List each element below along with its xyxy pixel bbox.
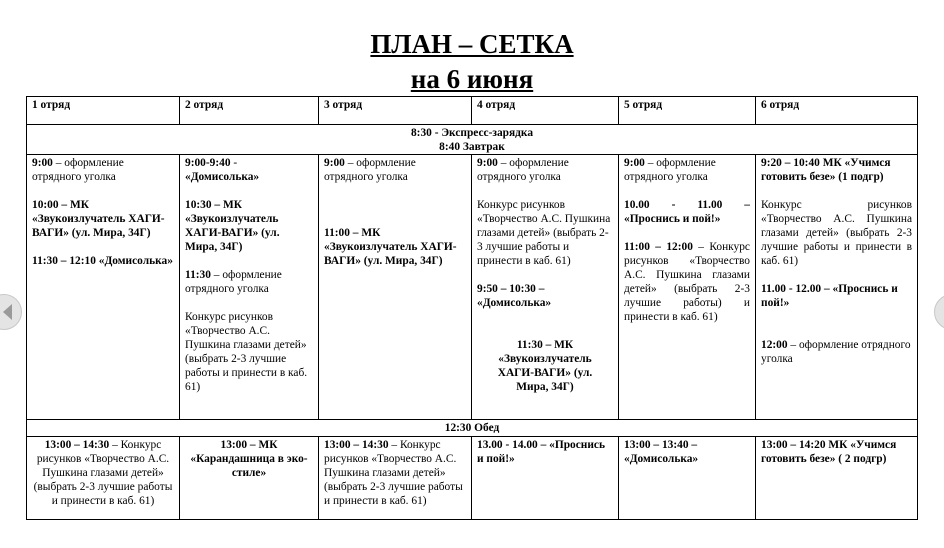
lunch-row xyxy=(27,420,918,437)
time-label: 9:00-9:40 xyxy=(185,157,231,169)
header-row xyxy=(27,97,918,125)
time-label: 12:00 xyxy=(761,339,788,351)
next-page-button[interactable] xyxy=(934,294,944,330)
prev-page-button[interactable] xyxy=(0,294,22,330)
morning-cell xyxy=(27,125,918,155)
activity-text: – Конкурс рисунков «Творчество А.С. Пушкина глазами детей» (выбрать 2-3 лучшие работы и принести в каб. 61) xyxy=(324,439,463,507)
morning-row xyxy=(27,125,918,155)
header-squad-4: 4 отряд xyxy=(472,97,619,125)
activity-text: – Конкурс рисунков «Творчество А.С. Пушкина глазами детей» (выбрать 2-3 лучшие работы и принести в каб. 61) xyxy=(33,439,173,507)
time-label: 13:00 – 14:30 xyxy=(44,439,110,451)
activity-text: – оформление отрядного уголка xyxy=(324,157,416,183)
cell-squad-5-morning xyxy=(619,155,756,420)
table-row xyxy=(27,155,918,420)
time-label: 9:00 xyxy=(624,157,645,169)
activity-bold: 9:20 – 10:40 МК «Учимся готовить безе» (1 подгр) xyxy=(761,157,891,183)
chevron-left-icon xyxy=(3,304,12,320)
breakfast: 8:40 Завтрак xyxy=(439,141,505,153)
activity-bold: 11:30 – 12:10 «Домисолька» xyxy=(32,255,173,267)
cell-squad-4-afternoon xyxy=(472,437,619,520)
activity-bold: 10:00 – МК «Звукоизлучатель ХАГИ-ВАГИ» (ул. Мира, 34Г) xyxy=(32,199,165,239)
table-row xyxy=(27,437,918,520)
cell-squad-3-morning xyxy=(319,155,472,420)
activity-text: – оформление отрядного уголка xyxy=(477,157,569,183)
schedule-table xyxy=(26,96,918,520)
header-squad-1: 1 отряд xyxy=(27,97,180,125)
header-squad-6: 6 отряд xyxy=(756,97,918,125)
activity-bold: 13:00 – МК «Карандашница в эко-стиле» xyxy=(190,439,308,479)
cell-squad-2-morning xyxy=(180,155,319,420)
cell-squad-6-afternoon xyxy=(756,437,918,520)
activity-text: – Конкурс рисунков «Творчество А.С. Пушкина глазами детей» (выбрать 2-3 лучшие работы) и принести в каб. 61) xyxy=(624,241,750,323)
header-squad-5: 5 отряд xyxy=(619,97,756,125)
activity-text: – оформление отрядного уголка xyxy=(624,157,716,183)
activity-text: – оформление отрядного уголка xyxy=(32,157,124,183)
time-label: 11:30 xyxy=(185,269,211,281)
activity-bold: 9:50 – 10:30 – «Домисолька» xyxy=(477,283,552,309)
time-label: 9:00 xyxy=(324,157,345,169)
cell-squad-1-afternoon xyxy=(27,437,180,520)
activity-text: Конкурс рисунков «Творчество А.С. Пушкина глазами детей» (выбрать 2-3 лучшие работы и принести в каб. 61) xyxy=(761,199,912,267)
header-squad-2: 2 отряд xyxy=(180,97,319,125)
activity-bold: 10.00 - 11.00 – «Проснись и пой!» xyxy=(624,199,750,225)
activity-bold: 11.00 - 12.00 – «Проснись и пой!» xyxy=(761,283,898,309)
activity-bold: 11:30 – МК «Звукоизлучатель ХАГИ-ВАГИ» (ул. Мира, 34Г) xyxy=(497,339,593,393)
activity-text: - xyxy=(230,157,238,169)
activity-bold: 10:30 – МК «Звукоизлучатель ХАГИ-ВАГИ» (ул. Мира, 34Г) xyxy=(185,199,280,253)
header-squad-3: 3 отряд xyxy=(319,97,472,125)
time-label: 9:00 xyxy=(477,157,498,169)
page-subtitle-date: на 6 июня xyxy=(410,64,534,94)
activity-text: Конкурс рисунков «Творчество А.С. Пушкина глазами детей» (выбрать 2-3 лучшие работы и принести в каб. 61) xyxy=(477,199,611,267)
time-label: 9:00 xyxy=(32,157,53,169)
activity-bold: 13.00 - 14.00 – «Проснись и пой!» xyxy=(477,439,605,465)
page-title: ПЛАН – СЕТКА xyxy=(370,29,574,59)
lunch-cell: 12:30 Обед xyxy=(27,420,918,437)
activity-text: – оформление отрядного уголка xyxy=(761,339,911,365)
activity-bold: «Домисолька» xyxy=(185,171,260,183)
activity-bold: 11:00 – МК «Звукоизлучатель ХАГИ-ВАГИ» (ул. Мира, 34Г) xyxy=(324,227,457,267)
time-label: 11:00 – 12:00 xyxy=(624,241,693,253)
cell-squad-5-afternoon xyxy=(619,437,756,520)
cell-squad-1-morning xyxy=(27,155,180,420)
cell-squad-3-afternoon xyxy=(319,437,472,520)
time-label: 13:00 – 14:30 xyxy=(324,439,389,451)
activity-bold: 13:00 – 14:20 МК «Учимся готовить безе» ( 2 подгр) xyxy=(761,439,897,465)
activity-text: Конкурс рисунков «Творчество А.С. Пушкина глазами детей» (выбрать 2-3 лучшие работы и принести в каб. 61) xyxy=(185,311,308,393)
cell-squad-4-morning xyxy=(472,155,619,420)
activity-text: – оформление отрядного уголка xyxy=(185,269,282,295)
morning-exercise: 8:30 - Экспресс-зарядка xyxy=(410,127,534,139)
activity-bold: 13:00 – 13:40 – «Домисолька» xyxy=(624,439,699,465)
cell-squad-2-afternoon xyxy=(180,437,319,520)
cell-squad-6-morning xyxy=(756,155,918,420)
